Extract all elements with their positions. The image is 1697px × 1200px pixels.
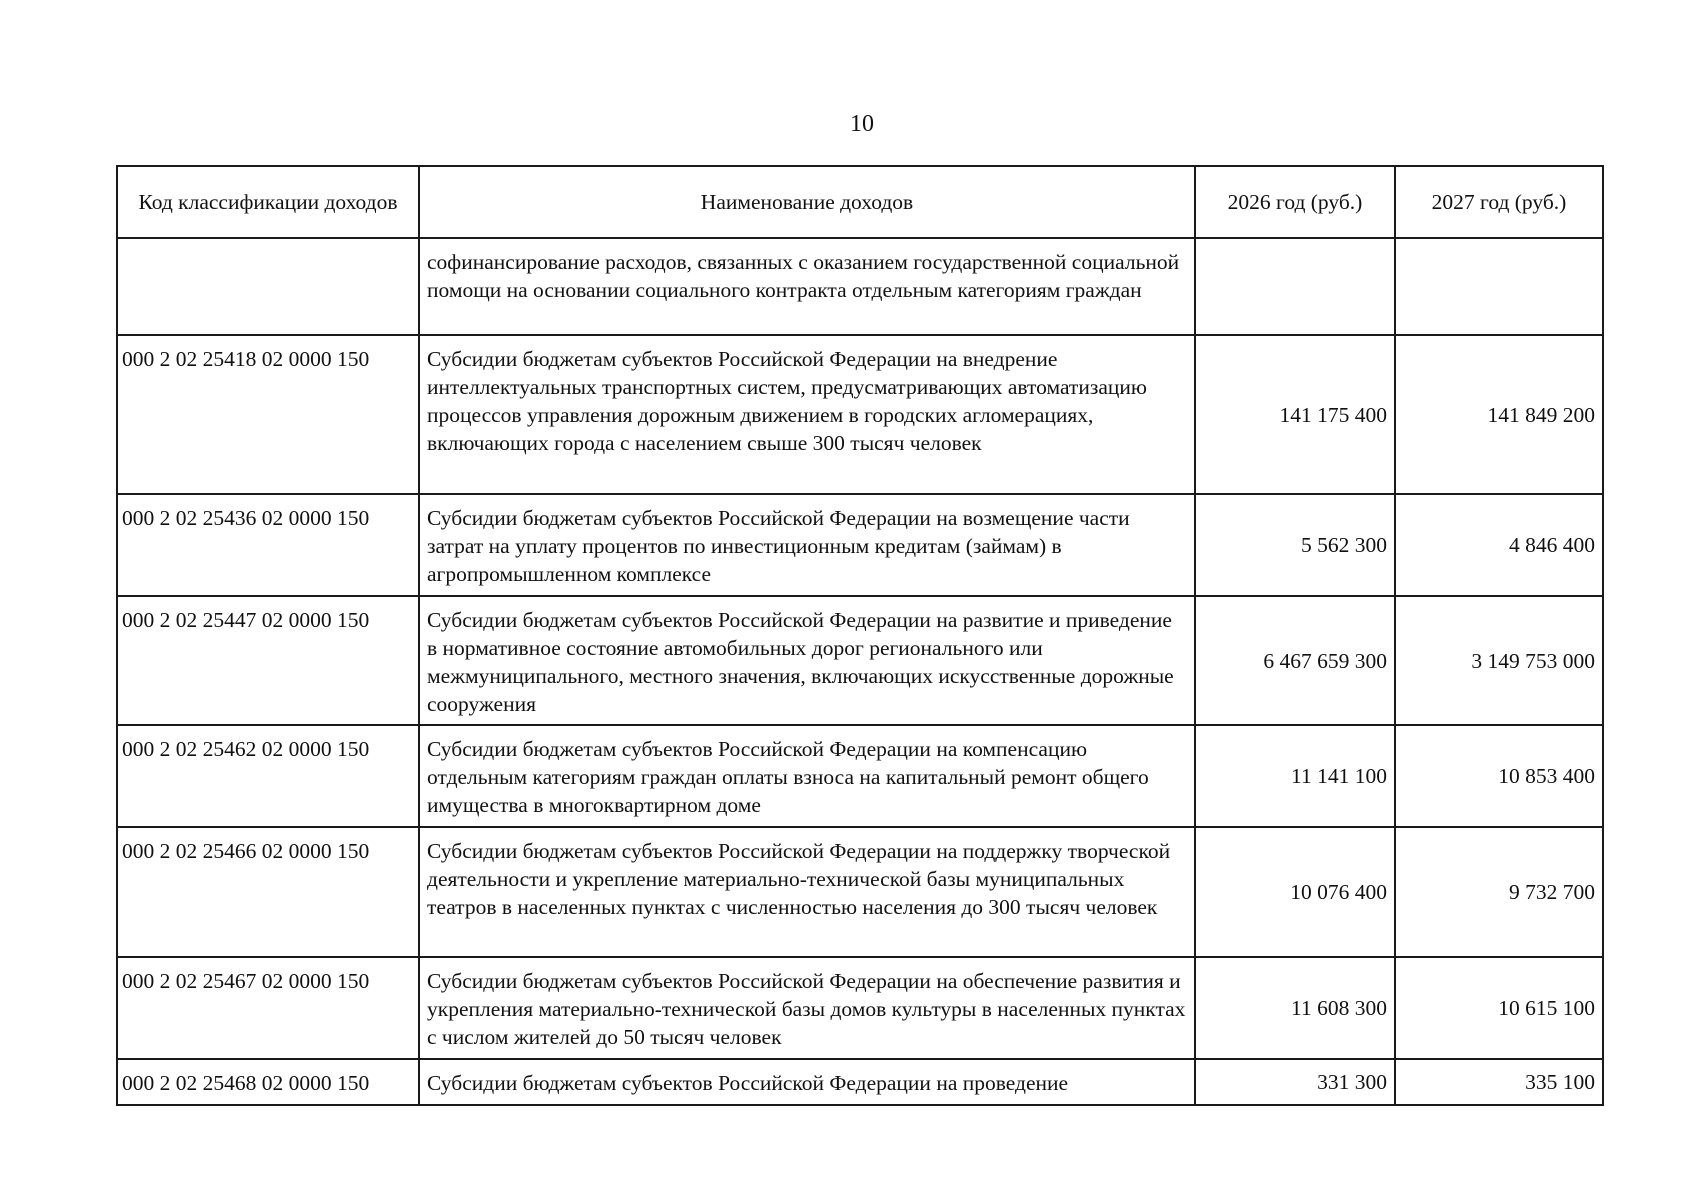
cell-year-2026: 5 562 300: [1195, 494, 1395, 596]
table-row: [117, 494, 1603, 596]
cell-name: Субсидии бюджетам субъектов Российской Федерации на обеспечение развития и укрепления материально-технической базы домов культуры в населенных пунктах с числом жителей до 50 тысяч человек: [419, 957, 1195, 1059]
cell-code: 000 2 02 25467 02 0000 150: [117, 957, 419, 1059]
cell-code: 000 2 02 25447 02 0000 150: [117, 596, 419, 725]
header-code: Код классификации доходов: [117, 166, 419, 238]
table-row: [117, 335, 1603, 494]
cell-code: 000 2 02 25436 02 0000 150: [117, 494, 419, 596]
cell-name: Субсидии бюджетам субъектов Российской Федерации на поддержку творческой деятельности и укрепление материально-технической базы муниципальных театров в населенных пунктах с численностью населения до 300 тысяч человек: [419, 827, 1195, 957]
cell-year-2027: 4 846 400: [1395, 494, 1603, 596]
table-row: [117, 827, 1603, 957]
header-year-2026: 2026 год (руб.): [1195, 166, 1395, 238]
table-row: [117, 725, 1603, 827]
cell-year-2026: 10 076 400: [1195, 827, 1395, 957]
header-year-2027: 2027 год (руб.): [1395, 166, 1603, 238]
cell-code: 000 2 02 25418 02 0000 150: [117, 335, 419, 494]
cell-year-2027: [1395, 238, 1603, 335]
cell-code: 000 2 02 25462 02 0000 150: [117, 725, 419, 827]
cell-year-2026: 11 608 300: [1195, 957, 1395, 1059]
cell-name: Субсидии бюджетам субъектов Российской Федерации на компенсацию отдельным категориям граждан оплаты взноса на капитальный ремонт общего имущества в многоквартирном доме: [419, 725, 1195, 827]
cell-year-2027: 141 849 200: [1395, 335, 1603, 494]
cell-name: софинансирование расходов, связанных с оказанием государственной социальной помощи на основании социального контракта отдельным категориям граждан: [419, 238, 1195, 335]
header-name: Наименование доходов: [419, 166, 1195, 238]
cell-year-2026: 11 141 100: [1195, 725, 1395, 827]
cell-name: Субсидии бюджетам субъектов Российской Федерации на возмещение части затрат на уплату процентов по инвестиционным кредитам (займам) в агропромышленном комплексе: [419, 494, 1195, 596]
cell-year-2026: 331 300: [1195, 1059, 1395, 1105]
cell-code: 000 2 02 25466 02 0000 150: [117, 827, 419, 957]
cell-name: Субсидии бюджетам субъектов Российской Федерации на развитие и приведение в нормативное состояние автомобильных дорог регионального или межмуниципального, местного значения, включающих искусственные дорожные сооружения: [419, 596, 1195, 725]
cell-year-2026: [1195, 238, 1395, 335]
cell-year-2027: 10 615 100: [1395, 957, 1603, 1059]
cell-year-2027: 335 100: [1395, 1059, 1603, 1105]
cell-code: [117, 238, 419, 335]
page-number: 10: [850, 111, 874, 137]
table-row: [117, 957, 1603, 1059]
cell-name: Субсидии бюджетам субъектов Российской Федерации на внедрение интеллектуальных транспортных систем, предусматривающих автоматизацию процессов управления дорожным движением в городских агломерациях, включающих города с населением свыше 300 тысяч человек: [419, 335, 1195, 494]
revenue-table: [116, 165, 1604, 1106]
cell-year-2026: 141 175 400: [1195, 335, 1395, 494]
cell-year-2027: 3 149 753 000: [1395, 596, 1603, 725]
cell-code: 000 2 02 25468 02 0000 150: [117, 1059, 419, 1105]
cell-name: Субсидии бюджетам субъектов Российской Федерации на проведение: [419, 1059, 1195, 1105]
cell-year-2027: 9 732 700: [1395, 827, 1603, 957]
table-row: [117, 596, 1603, 725]
table-header-row: [117, 166, 1603, 238]
cell-year-2026: 6 467 659 300: [1195, 596, 1395, 725]
cell-year-2027: 10 853 400: [1395, 725, 1603, 827]
table-row: [117, 1059, 1603, 1105]
table-row: [117, 238, 1603, 335]
